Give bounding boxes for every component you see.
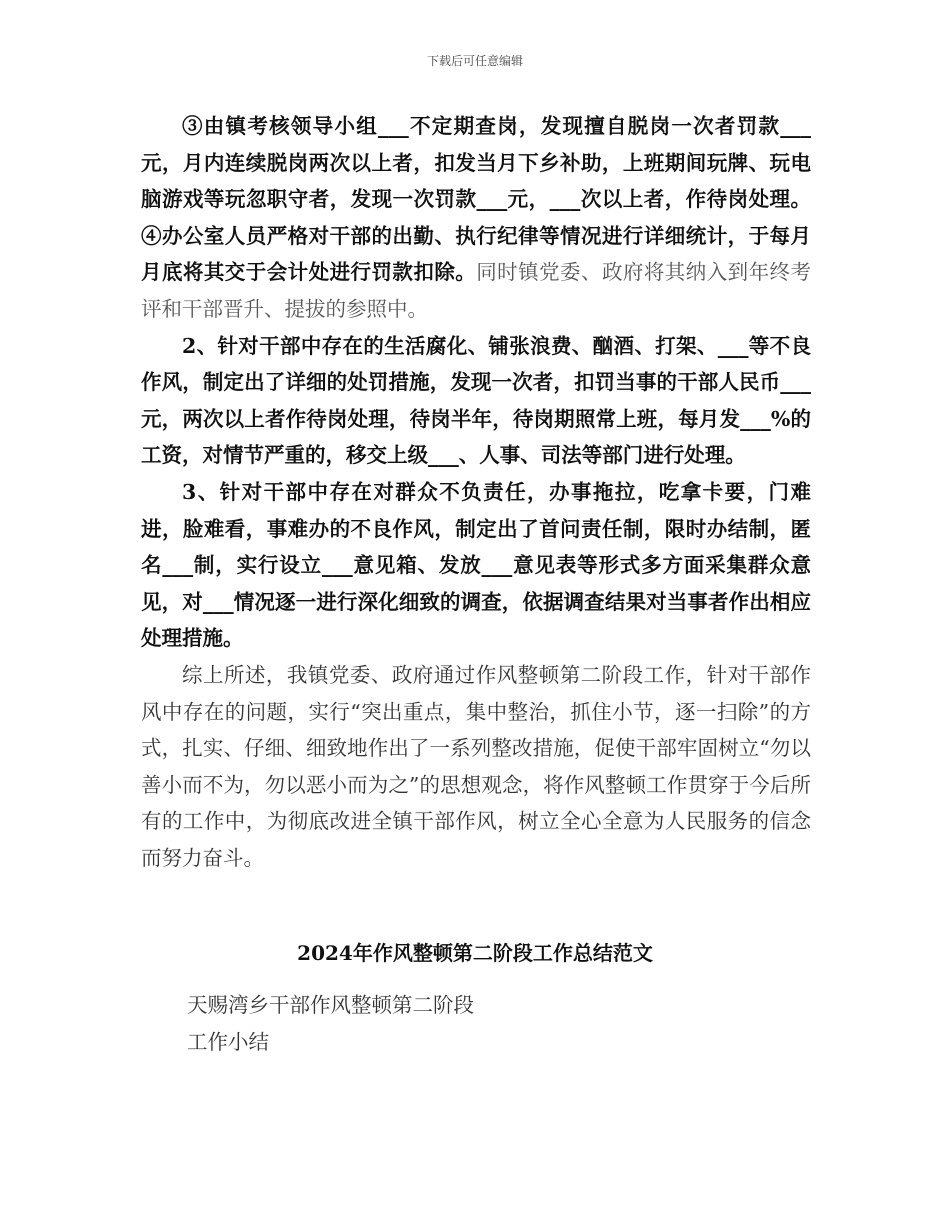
paragraph-lifestyle-rules: 2、针对干部中存在的生活腐化、铺张浪费、酗酒、打架、___等不良作风，制定出了详细的处罚措施，发现一次者，扣罚当事的干部人民币___元，两次以上者作待岗处理，待岗半年，待岗期照常上班，每月发___%的工资，对情节严重的，移交上级___、人事、司法等部门进行处理。 bbox=[141, 333, 811, 468]
section-title: 2024年作风整顿第二阶段工作总结范文 bbox=[297, 941, 653, 965]
document-body bbox=[141, 108, 811, 876]
subtitle-line-1: 天赐湾乡干部作风整顿第二阶段 bbox=[187, 993, 474, 1017]
subtitle-line-2: 工作小结 bbox=[187, 1030, 269, 1054]
paragraph-inspection-bold: ③由镇考核领导小组___不定期查岗，发现擅自脱岗一次者罚款___元，月内连续脱岗两次以上者，扣发当月下乡补助，上班期间玩牌、玩电脑游戏等玩忽职守者，发现一次罚款___元，___次以上者，作待岗处理。④办公室人员严格对干部的出勤、执行纪律等情况进行详细统计，于每月月底将其交于会计处进行罚款扣除。 bbox=[141, 114, 811, 285]
paragraph-inspection-rules bbox=[141, 108, 811, 328]
page-header: 下载后可任意编辑 bbox=[426, 54, 523, 68]
paragraph-responsibility-rules: 3、针对干部中存在对群众不负责任，办事拖拉，吃拿卡要，门难进，脸难看，事难办的不良作风，制定出了首问责任制，限时办结制，匿名___制，实行设立___意见箱、发放___意见表等形式多方面采集群众意见，对___情况逐一进行深化细致的调查，依据调查结果对当事者作出相应处理措施。 bbox=[141, 479, 811, 651]
paragraph-summary: 综上所述，我镇党委、政府通过作风整顿第二阶段工作，针对干部作风中存在的问题，实行“突出重点，集中整治，抓住小节，逐一扫除”的方式，扎实、仔细、细致地作出了一系列整改措施，促使干部牢固树立“勿以善小而不为，勿以恶小而为之”的思想观念，将作风整顿工作贯穿于今后所有的工作中，为彻底改进全镇干部作风，树立全心全意为人民服务的信念而努力奋斗。 bbox=[141, 662, 811, 870]
paragraph-inspection-light: 同时镇党委、政府将其纳入到年终考评和干部晋升、提拔的参照中。 bbox=[141, 260, 812, 321]
